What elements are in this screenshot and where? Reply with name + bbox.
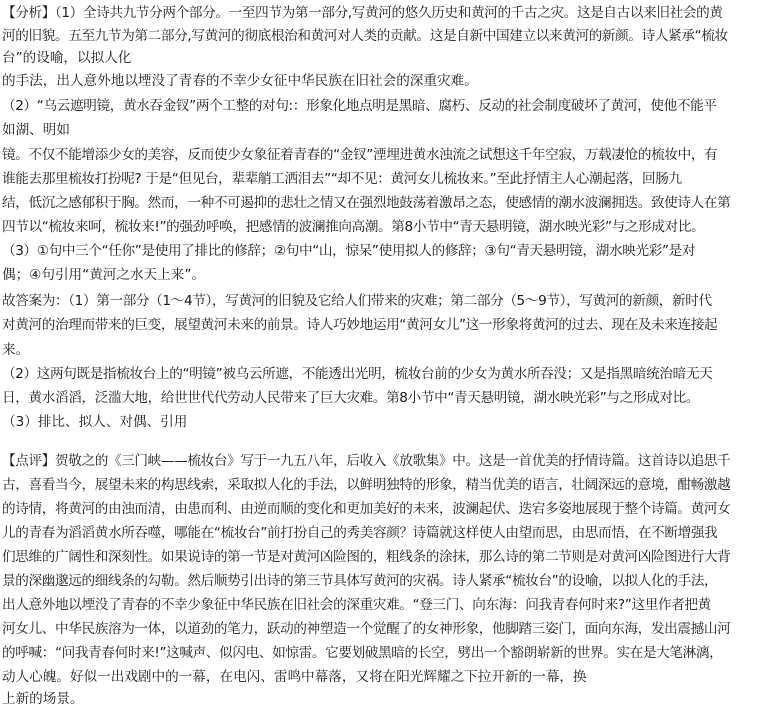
comment-line: 儿的青春为滔滔黄水所吞噬，哪能在“梳妆台”前打扮自己的秀美容颜？诗篇就这样使人由望而思，由思而悟，在不断增强我: [2, 525, 718, 541]
comment-line: 河女儿、中华民族溶为一体，以道劲的笔力，跃动的神塑造一个觉醒了的女神形象，他脚踏三姿门，面向东海，发出震撼山河: [2, 621, 731, 637]
comment-line: 动人心魄。好似一出戏剧中的一幕，在电闪、雷鸣中幕落，又将在阳光辉耀之下拉开新的一幕，换: [2, 669, 587, 685]
analysis-line: 谁能去那里梳妆打扮呢? 于是“但见台，辈辈艄工洒泪去”“却不见：黄河女儿梳妆来。”至此抒情主人心潮起落，回肠九: [2, 171, 682, 187]
comment-line: 上新的场景。: [2, 691, 84, 707]
analysis-line: 台”的设喻，以拟人化: [2, 50, 132, 66]
comment-line: 出人意外地以堙没了青春的不幸少象征中华民族在旧社会的深重灾难。“登三门、向东海：问我青春何时来?”这里作者把黄: [2, 597, 711, 613]
answer-line: 故答案为：（1）第一部分（1～4节），写黄河的旧貌及它给人们带来的灾难；第二部分（5～9节），写黄河的新颜，新时代: [2, 293, 712, 309]
analysis-line: （2）“乌云遮明镜，黄水吞金钗”两个工整的对句:：形象化地点明是黑暗、腐朽、反动的社会制度破坏了黄河，使他不能平: [2, 98, 717, 114]
comment-line: 古，喜看当今，展望未来的构思线索，采取拟人化的手法，以鲜明独特的形象，精当优美的语言，壮阔深远的意境，酣畅激越: [2, 477, 731, 493]
analysis-line: 偶；④句引用“黄河之水天上来”。: [2, 267, 205, 283]
comment-line: 【点评】贺敬之的《三门峡——梳妆台》写于一九五八年，后收入《放歌集》中。这是一首优美的抒情诗篇。这首诗以追思千: [2, 453, 731, 469]
analysis-line: 【分析】（1）全诗共九节分两个部分。一至四节为第一部分,写黄河的悠久历史和黄河的千古之灾。这是自古以来旧社会的黄: [2, 5, 723, 21]
analysis-line: 四节以“梳妆来呵，梳妆来!”的强劲呼唤，把感情的波澜推向高潮。第8小节中“青天悬明镜，湖水映光彩”与之形成对比。: [2, 219, 705, 235]
comment-line: 的呼喊：“问我青春何时来!”这喊声、似闪电、如惊雷。它要划破黑暗的长空，劈出一个豁朗崭新的世界。实在是大笔淋漓，: [2, 645, 723, 661]
comment-line: 们思维的广阔性和深刻性。如果说诗的第一节是对黄河凶险图的，粗线条的涂抹，那么诗的第二节则是对黄河凶险图进行大背: [2, 549, 731, 565]
analysis-line: 镜。不仅不能增添少女的美容，反而使少女象征着青春的“金钗”湮埋进黄水浊流之试想这千年空寂，万载凄怆的梳妆中，有: [2, 147, 718, 163]
analysis-line: 河的旧貌。五至九节为第二部分,写黄河的彻底根治和黄河对人类的贡献。这是自新中国建立以来黄河的新颜。诗人紧承“梳妆: [2, 28, 728, 44]
analysis-line: （3）①句中三个“任你”是使用了排比的修辞；②句中“山，惊呆”使用拟人的修辞；③句“青天悬明镜，湖水映光彩”是对: [2, 243, 696, 259]
comment-line: 的诗情，将黄河的由浊而清，由患而利、由逆而顺的变化和更加美好的未来，波澜起伏、迭宕多姿地展现于整个诗篇。黄河女: [2, 501, 731, 517]
analysis-line: 结，低沉之感郁积于胸。然而，一种不可遏抑的悲壮之情又在强烈地鼓荡着激昂之态，使感情的潮水波澜拥迭。致使诗人在第: [2, 195, 731, 211]
answer-line: 对黄河的治理而带来的巨变，展望黄河未来的前景。诗人巧妙地运用“黄河女儿”这一形象将黄河的过去、现在及未来连接起: [2, 317, 718, 333]
answer-line: 来。: [2, 342, 30, 358]
answer-line: （3）排比、拟人、对偶、引用: [2, 414, 188, 430]
answer-line: 日，黄水滔滔，泛滥大地，给世世代代劳动人民带来了巨大灾难。第8小节中“青天悬明镜，湖水映光彩”与之形成对比。: [2, 390, 700, 406]
analysis-line: 如湖、明如: [2, 122, 70, 138]
comment-line: 景的深幽邈远的细线条的勾勒。然后顺势引出诗的第三节具体写黄河的灾祸。诗人紧承“梳妆台”的设喻，以拟人化的手法，: [2, 573, 718, 589]
answer-line: （2）这两句既是指梳妆台上的“明镜”被乌云所遮，不能透出光明，梳妆台前的少女为黄水所吞没；又是指黑暗统治暗无天: [2, 366, 713, 382]
analysis-line: 的手法，出人意外地以堙没了青春的不幸少女征中华民族在旧社会的深重灾难。: [2, 73, 478, 89]
